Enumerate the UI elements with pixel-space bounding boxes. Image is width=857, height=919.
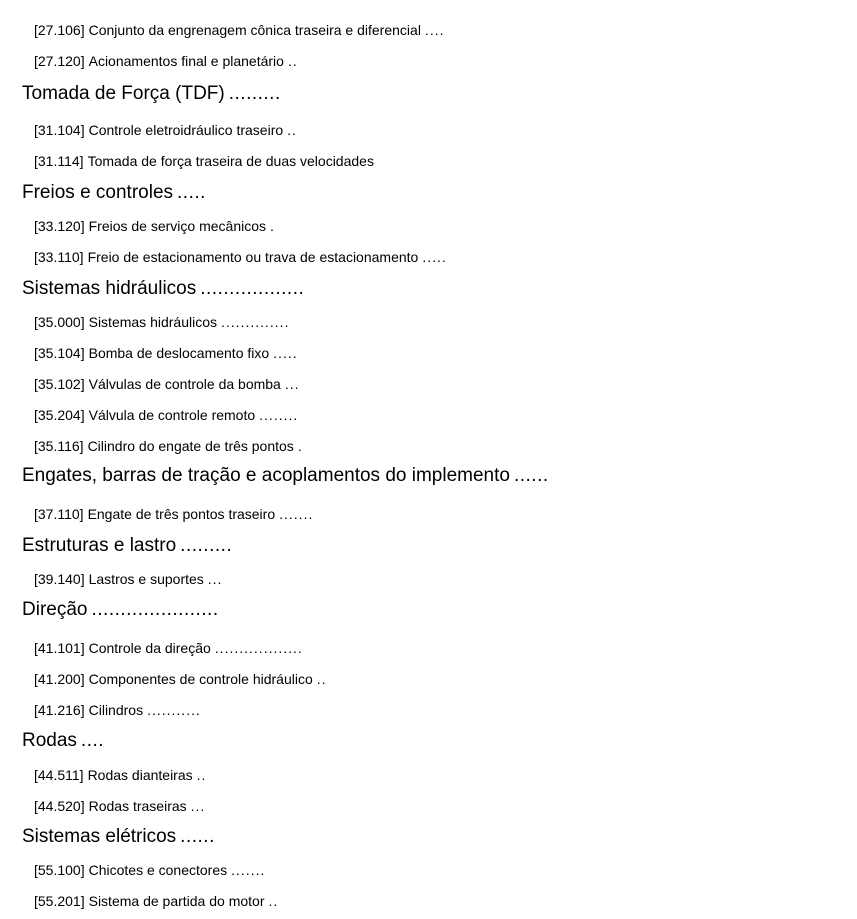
- dot-leader: ........: [259, 407, 299, 423]
- section-title: [22, 465, 549, 487]
- dot-leader: .....: [177, 182, 206, 203]
- dot-leader: ..................: [200, 278, 305, 299]
- dot-leader: .........: [228, 83, 281, 104]
- section-title-text: Engates, barras de tração e acoplamentos do implemento: [22, 465, 510, 486]
- toc-link-text: Cilindros: [88, 702, 144, 718]
- toc-link[interactable]: [34, 122, 297, 139]
- dot-leader: ...: [284, 376, 300, 392]
- toc-link[interactable]: [34, 53, 298, 70]
- section-code: [31.114]: [34, 153, 84, 169]
- section-title-text: Direção: [22, 599, 88, 620]
- dot-leader: .: [270, 218, 275, 234]
- dot-leader: ..: [287, 53, 298, 69]
- toc-link[interactable]: [34, 218, 275, 235]
- section-code: [35.116]: [34, 438, 84, 454]
- section-code: [35.000]: [34, 314, 85, 330]
- dot-leader: ..: [196, 767, 207, 783]
- dot-leader: ..: [268, 893, 279, 909]
- toc-link-text: Tomada de força traseira de duas velocidades: [87, 153, 374, 169]
- dot-leader: .....: [273, 345, 298, 361]
- section-code: [39.140]: [34, 571, 85, 587]
- toc-link[interactable]: [34, 345, 298, 362]
- dot-leader: .....: [422, 249, 447, 265]
- toc-link-text: Bomba de deslocamento fixo: [88, 345, 270, 361]
- section-title-text: Estruturas e lastro: [22, 535, 177, 556]
- dot-leader: ...: [207, 571, 223, 587]
- toc-link-text: Lastros e suportes: [88, 571, 204, 587]
- toc-link[interactable]: [34, 22, 445, 39]
- section-code: [31.104]: [34, 122, 85, 138]
- section-title: [22, 730, 104, 752]
- dot-leader: ..................: [214, 640, 303, 656]
- dot-leader: ..: [287, 122, 297, 138]
- toc-link[interactable]: [34, 407, 298, 424]
- toc-link-text: Componentes de controle hidráulico: [88, 671, 313, 687]
- dot-leader: ..............: [221, 314, 290, 330]
- section-title: [22, 535, 232, 557]
- toc-link-text: Sistemas hidráulicos: [88, 314, 217, 330]
- section-title: [22, 83, 281, 105]
- toc-link[interactable]: [34, 798, 205, 815]
- toc-link[interactable]: [34, 640, 303, 657]
- dot-leader: ......: [180, 826, 215, 847]
- toc-link[interactable]: [34, 893, 278, 910]
- section-code: [41.216]: [34, 702, 85, 718]
- dot-leader: ......................: [91, 599, 219, 620]
- toc-link[interactable]: [34, 153, 374, 170]
- toc-link[interactable]: [34, 702, 201, 719]
- toc-link[interactable]: [34, 862, 265, 879]
- section-title-text: Rodas: [22, 730, 77, 751]
- section-title: [22, 278, 304, 300]
- toc-link[interactable]: [34, 249, 447, 266]
- section-code: [27.106]: [34, 22, 85, 38]
- section-code: [37.110]: [34, 506, 84, 522]
- dot-leader: .........: [180, 535, 233, 556]
- toc-link-text: Rodas traseiras: [88, 798, 187, 814]
- toc-link-text: Controle eletroidráulico traseiro: [88, 122, 284, 138]
- section-title: [22, 599, 219, 621]
- toc-link-text: Acionamentos final e planetário: [88, 53, 284, 69]
- toc-link[interactable]: [34, 314, 289, 331]
- section-code: [35.102]: [34, 376, 85, 392]
- toc-link-text: Engate de três pontos traseiro: [87, 506, 276, 522]
- section-code: [55.201]: [34, 893, 85, 909]
- toc-link-text: Válvulas de controle da bomba: [88, 376, 281, 392]
- toc-link[interactable]: [34, 376, 300, 393]
- dot-leader: .......: [231, 862, 266, 878]
- section-title: [22, 826, 215, 848]
- toc-link-text: Cilindro do engate de três pontos: [87, 438, 294, 454]
- section-title-text: Tomada de Força (TDF): [22, 83, 225, 104]
- dot-leader: ...........: [147, 702, 201, 718]
- section-code: [44.511]: [34, 767, 84, 783]
- toc-link-text: Sistema de partida do motor: [88, 893, 265, 909]
- section-code: [55.100]: [34, 862, 85, 878]
- dot-leader: ......: [513, 465, 549, 486]
- section-title-text: Freios e controles: [22, 182, 174, 203]
- toc-link-text: Freio de estacionamento ou trava de estacionamento: [87, 249, 419, 265]
- dot-leader: ....: [424, 22, 445, 38]
- toc-link-text: Conjunto da engrenagem cônica traseira e diferencial: [88, 22, 421, 38]
- section-code: [35.204]: [34, 407, 85, 423]
- section-code: [33.120]: [34, 218, 85, 234]
- toc-link-text: Rodas dianteiras: [87, 767, 193, 783]
- toc-link[interactable]: [34, 438, 303, 455]
- toc-link[interactable]: [34, 767, 206, 784]
- section-code: [44.520]: [34, 798, 85, 814]
- toc-link[interactable]: [34, 506, 313, 523]
- dot-leader: ....: [80, 730, 105, 751]
- dot-leader: ..: [316, 671, 327, 687]
- toc-link[interactable]: [34, 671, 327, 688]
- toc-link-text: Freios de serviço mecânicos: [88, 218, 267, 234]
- section-code: [41.200]: [34, 671, 85, 687]
- section-code: [27.120]: [34, 53, 85, 69]
- dot-leader: .: [297, 438, 303, 454]
- toc-link-text: Chicotes e conectores: [88, 862, 228, 878]
- section-title: [22, 182, 206, 204]
- section-code: [41.101]: [34, 640, 85, 656]
- toc-link[interactable]: [34, 571, 222, 588]
- section-title-text: Sistemas elétricos: [22, 826, 177, 847]
- dot-leader: .......: [279, 506, 314, 522]
- section-title-text: Sistemas hidráulicos: [22, 278, 197, 299]
- toc-link-text: Válvula de controle remoto: [88, 407, 256, 423]
- toc-link-text: Controle da direção: [88, 640, 211, 656]
- dot-leader: ...: [190, 798, 206, 814]
- section-code: [33.110]: [34, 249, 84, 265]
- section-code: [35.104]: [34, 345, 85, 361]
